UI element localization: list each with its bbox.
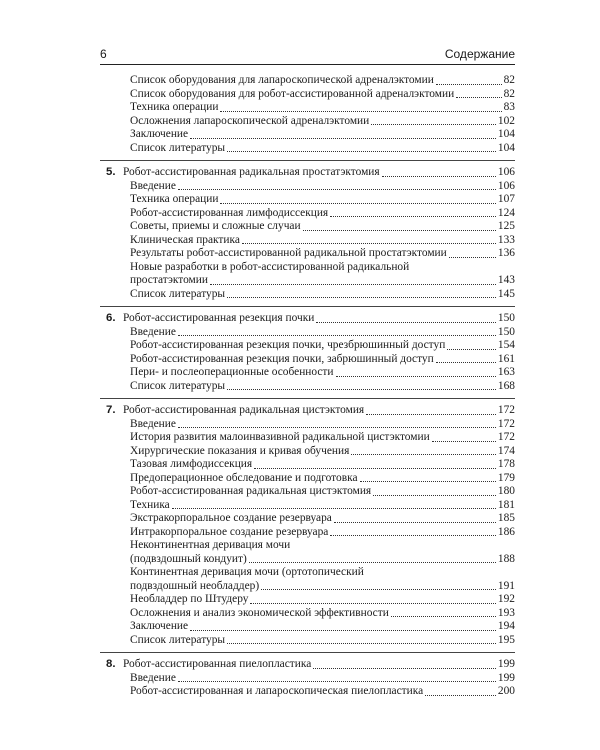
chapter-page: 150 <box>497 312 515 324</box>
chapter-divider <box>100 652 515 653</box>
dot-leader <box>261 589 496 590</box>
toc-entry[interactable] <box>100 685 515 699</box>
toc-entry[interactable] <box>100 180 515 194</box>
chapter-number: 5. <box>106 166 116 178</box>
dot-leader <box>210 284 496 285</box>
toc-entry-title: История развития малоинвазивной радикальной цистэктомии <box>130 431 430 443</box>
toc-entry-title: Клиническая практика <box>130 233 240 246</box>
toc-entry[interactable] <box>100 220 515 234</box>
toc-entry-title: Заключение <box>130 620 189 632</box>
toc-entry-page: 145 <box>497 287 515 300</box>
dot-leader <box>449 257 496 258</box>
toc-entry-title: Введение <box>130 179 176 192</box>
toc-entry-title: Техника операции <box>130 101 219 113</box>
toc-entry-page: 178 <box>497 458 515 470</box>
dot-leader <box>313 668 496 669</box>
toc-entry-title: Экстракорпоральное создание резервуара <box>130 512 332 524</box>
toc-entry[interactable] <box>100 288 515 302</box>
toc-page <box>100 47 515 699</box>
dot-leader <box>316 322 496 323</box>
toc-entry-title: Робот-ассистированная резекция почки, забрюшинный доступ <box>130 352 434 365</box>
running-header <box>100 47 515 65</box>
toc-chapter-8[interactable] <box>100 658 515 672</box>
dot-leader <box>190 138 496 139</box>
toc-entry-title: Введение <box>130 417 176 430</box>
toc-entry-page: 186 <box>497 525 515 538</box>
chapter-title: Робот-ассистированная резекция почки <box>123 312 315 324</box>
dot-leader <box>425 695 496 696</box>
dot-leader <box>254 468 496 469</box>
toc-entry-title-line1: Неконтинентная деривация мочи <box>130 539 291 551</box>
toc-entry[interactable] <box>100 380 515 394</box>
toc-entry[interactable] <box>100 593 515 607</box>
toc-chapter-7[interactable] <box>100 404 515 418</box>
toc-entry[interactable] <box>100 142 515 156</box>
toc-entry-title: Пери- и послеоперационные особенности <box>130 366 334 378</box>
toc-entry-title-line1: Континентная деривация мочи (ортотопический <box>130 566 364 578</box>
toc-entry-title-line2: подвздошный необладдер) <box>130 579 260 592</box>
toc-entry-title: Советы, приемы и сложные случаи <box>130 220 301 232</box>
toc-entry-page: 200 <box>497 685 515 697</box>
toc-entry-title: Техника операции <box>130 193 219 205</box>
toc-entry-title: Робот-ассистированная и лапароскопическая пиелопластика <box>130 685 424 697</box>
dot-leader <box>447 349 496 350</box>
toc-entry-title: Интракорпоральное создание резервуара <box>130 525 329 538</box>
toc-entry-title: Осложнения лапароскопической адреналэктомии <box>130 114 370 127</box>
dot-leader <box>432 441 496 442</box>
dot-leader <box>178 189 496 190</box>
toc-entry[interactable] <box>100 128 515 142</box>
toc-entry-multiline[interactable] <box>100 261 515 288</box>
toc-entry-title: Необладдер по Штудеру <box>130 593 249 605</box>
dot-leader <box>172 508 496 509</box>
toc-entry-page: 83 <box>503 101 515 113</box>
toc-entry-page: 143 <box>497 274 515 286</box>
toc-entry-page: 194 <box>497 620 515 632</box>
toc-entry-title: Робот-ассистированная радикальная цистэктомия <box>130 485 372 497</box>
dot-leader <box>391 616 496 617</box>
toc-entry-title: Техника <box>130 498 170 511</box>
toc-entry-page: 104 <box>497 128 515 140</box>
toc-entry[interactable] <box>100 88 515 102</box>
chapter-number: 8. <box>106 658 116 670</box>
toc-entry-page: 191 <box>497 579 515 592</box>
toc-entry-title: Список литературы <box>130 633 226 646</box>
chapter-divider <box>100 398 515 399</box>
toc-entry[interactable] <box>100 634 515 648</box>
toc-entry-page: 82 <box>503 74 515 86</box>
toc-entry-page: 124 <box>497 206 515 219</box>
toc-entry-title: Список литературы <box>130 141 226 154</box>
dot-leader <box>227 297 496 298</box>
toc-entry-title: Заключение <box>130 128 189 140</box>
toc-entry-title: Робот-ассистированная лимфодиссекция <box>130 206 329 219</box>
toc-entry[interactable] <box>100 512 515 526</box>
toc-entry-page: 150 <box>497 325 515 338</box>
toc-entry[interactable] <box>100 418 515 432</box>
chapter-title: Робот-ассистированная пиелопластика <box>123 658 312 670</box>
toc-entry-page: 106 <box>497 179 515 192</box>
toc-entry-title: Список оборудования для лапароскопической адреналэктомии <box>130 74 434 86</box>
dot-leader <box>220 203 495 204</box>
dot-leader <box>178 681 496 682</box>
toc-entry-title: Список оборудования для робот-ассистированной адреналэктомии <box>130 87 455 100</box>
toc-entry[interactable] <box>100 485 515 499</box>
toc-entry[interactable] <box>100 339 515 353</box>
chapter-number: 7. <box>106 404 116 416</box>
toc-entry-page: 192 <box>497 593 515 605</box>
dot-leader <box>178 335 496 336</box>
toc-entry-page: 125 <box>497 220 515 232</box>
toc-entry-page: 107 <box>497 193 515 205</box>
dot-leader <box>366 414 496 415</box>
toc-entry-page: 82 <box>503 87 515 100</box>
dot-leader <box>360 481 496 482</box>
toc-entry-title: Тазовая лимфодиссекция <box>130 458 253 470</box>
toc-chapter-6[interactable] <box>100 312 515 326</box>
chapter-title: Робот-ассистированная радикальная цистэктомия <box>123 404 365 416</box>
toc-entry[interactable] <box>100 458 515 472</box>
toc-entry-page: 154 <box>497 339 515 351</box>
dot-leader <box>371 124 496 125</box>
toc-entry-title: Осложнения и анализ экономической эффективности <box>130 606 389 619</box>
toc-entry-title: Введение <box>130 325 176 338</box>
toc-entry[interactable] <box>100 607 515 621</box>
dot-leader <box>190 630 496 631</box>
toc-entry-title: Список литературы <box>130 287 226 300</box>
dot-leader <box>178 427 496 428</box>
toc-entry-multiline[interactable] <box>100 539 515 566</box>
chapter-page: 106 <box>497 166 515 178</box>
toc-entry-page: 163 <box>497 366 515 378</box>
chapter-divider <box>100 306 515 307</box>
toc-entry-title-line1: Новые разработки в робот-ассистированной радикальной <box>130 260 410 273</box>
chapter-page: 172 <box>497 404 515 416</box>
toc-entry[interactable] <box>100 672 515 686</box>
toc-entry[interactable] <box>100 326 515 340</box>
toc-entry-page: 133 <box>497 233 515 246</box>
dot-leader <box>330 216 496 217</box>
dot-leader <box>250 603 495 604</box>
dot-leader <box>242 243 496 244</box>
dot-leader <box>382 176 496 177</box>
toc-entry-page: 136 <box>497 247 515 259</box>
toc-entry-page: 102 <box>497 114 515 127</box>
toc-entry-title-line2: (подвздошный кондуит) <box>130 552 247 565</box>
dot-leader <box>336 376 496 377</box>
dot-leader <box>303 230 496 231</box>
toc-entry[interactable] <box>100 234 515 248</box>
dot-leader <box>456 97 501 98</box>
toc-entry-page: 195 <box>497 633 515 646</box>
toc-entry-title: Список литературы <box>130 379 226 392</box>
toc-entry[interactable] <box>100 526 515 540</box>
toc-entry[interactable] <box>100 115 515 129</box>
toc-entry-title: Хирургические показания и кривая обучения <box>130 444 350 457</box>
dot-leader <box>436 84 502 85</box>
toc-entry-page: 180 <box>497 485 515 497</box>
toc-entry-page: 168 <box>497 379 515 392</box>
toc-entry-multiline[interactable] <box>100 566 515 593</box>
chapter-title: Робот-ассистированная радикальная простатэктомия <box>123 166 380 178</box>
dot-leader <box>249 562 496 563</box>
dot-leader <box>373 495 496 496</box>
dot-leader <box>227 389 496 390</box>
toc-entry-title: Предоперационное обследование и подготовка <box>130 471 358 484</box>
page-number: 6 <box>100 47 107 61</box>
toc-entry-page: 193 <box>497 606 515 619</box>
dot-leader <box>351 454 496 455</box>
chapter-number: 6. <box>106 312 116 324</box>
toc-entry[interactable] <box>100 445 515 459</box>
toc-entry-page: 172 <box>497 431 515 443</box>
toc-entry[interactable] <box>100 472 515 486</box>
toc-entry-page: 172 <box>497 417 515 430</box>
toc-entry[interactable] <box>100 620 515 634</box>
toc-entry[interactable] <box>100 207 515 221</box>
toc-entry-page: 161 <box>497 352 515 365</box>
toc-entry[interactable] <box>100 499 515 513</box>
toc-entry[interactable] <box>100 247 515 261</box>
dot-leader <box>330 535 496 536</box>
toc-entry[interactable] <box>100 353 515 367</box>
section-title: Содержание <box>444 47 515 61</box>
toc-entry[interactable] <box>100 431 515 445</box>
dot-leader <box>436 362 496 363</box>
dot-leader <box>220 111 501 112</box>
toc-entry[interactable] <box>100 193 515 207</box>
toc-entry-page: 199 <box>497 671 515 684</box>
toc-entry-page: 179 <box>497 471 515 484</box>
toc-entry[interactable] <box>100 366 515 380</box>
toc-entry-page: 188 <box>497 552 515 565</box>
toc-entry-title: Введение <box>130 671 176 684</box>
toc-entry-title-line2: простатэктомии <box>130 274 208 286</box>
toc-entry-title: Робот-ассистированная резекция почки, чрезбрюшинный доступ <box>130 339 446 351</box>
chapter-divider <box>100 160 515 161</box>
toc-entry[interactable] <box>100 74 515 88</box>
toc-chapter-5[interactable] <box>100 166 515 180</box>
dot-leader <box>334 522 496 523</box>
toc-entry[interactable] <box>100 101 515 115</box>
dot-leader <box>227 151 496 152</box>
toc-entry-page: 174 <box>497 444 515 457</box>
dot-leader <box>227 643 496 644</box>
toc-entry-page: 185 <box>497 512 515 524</box>
toc-entry-title: Результаты робот-ассистированной радикальной простатэктомии <box>130 247 447 259</box>
toc-entry-page: 181 <box>497 498 515 511</box>
chapter-page: 199 <box>497 658 515 670</box>
toc-entry-page: 104 <box>497 141 515 154</box>
